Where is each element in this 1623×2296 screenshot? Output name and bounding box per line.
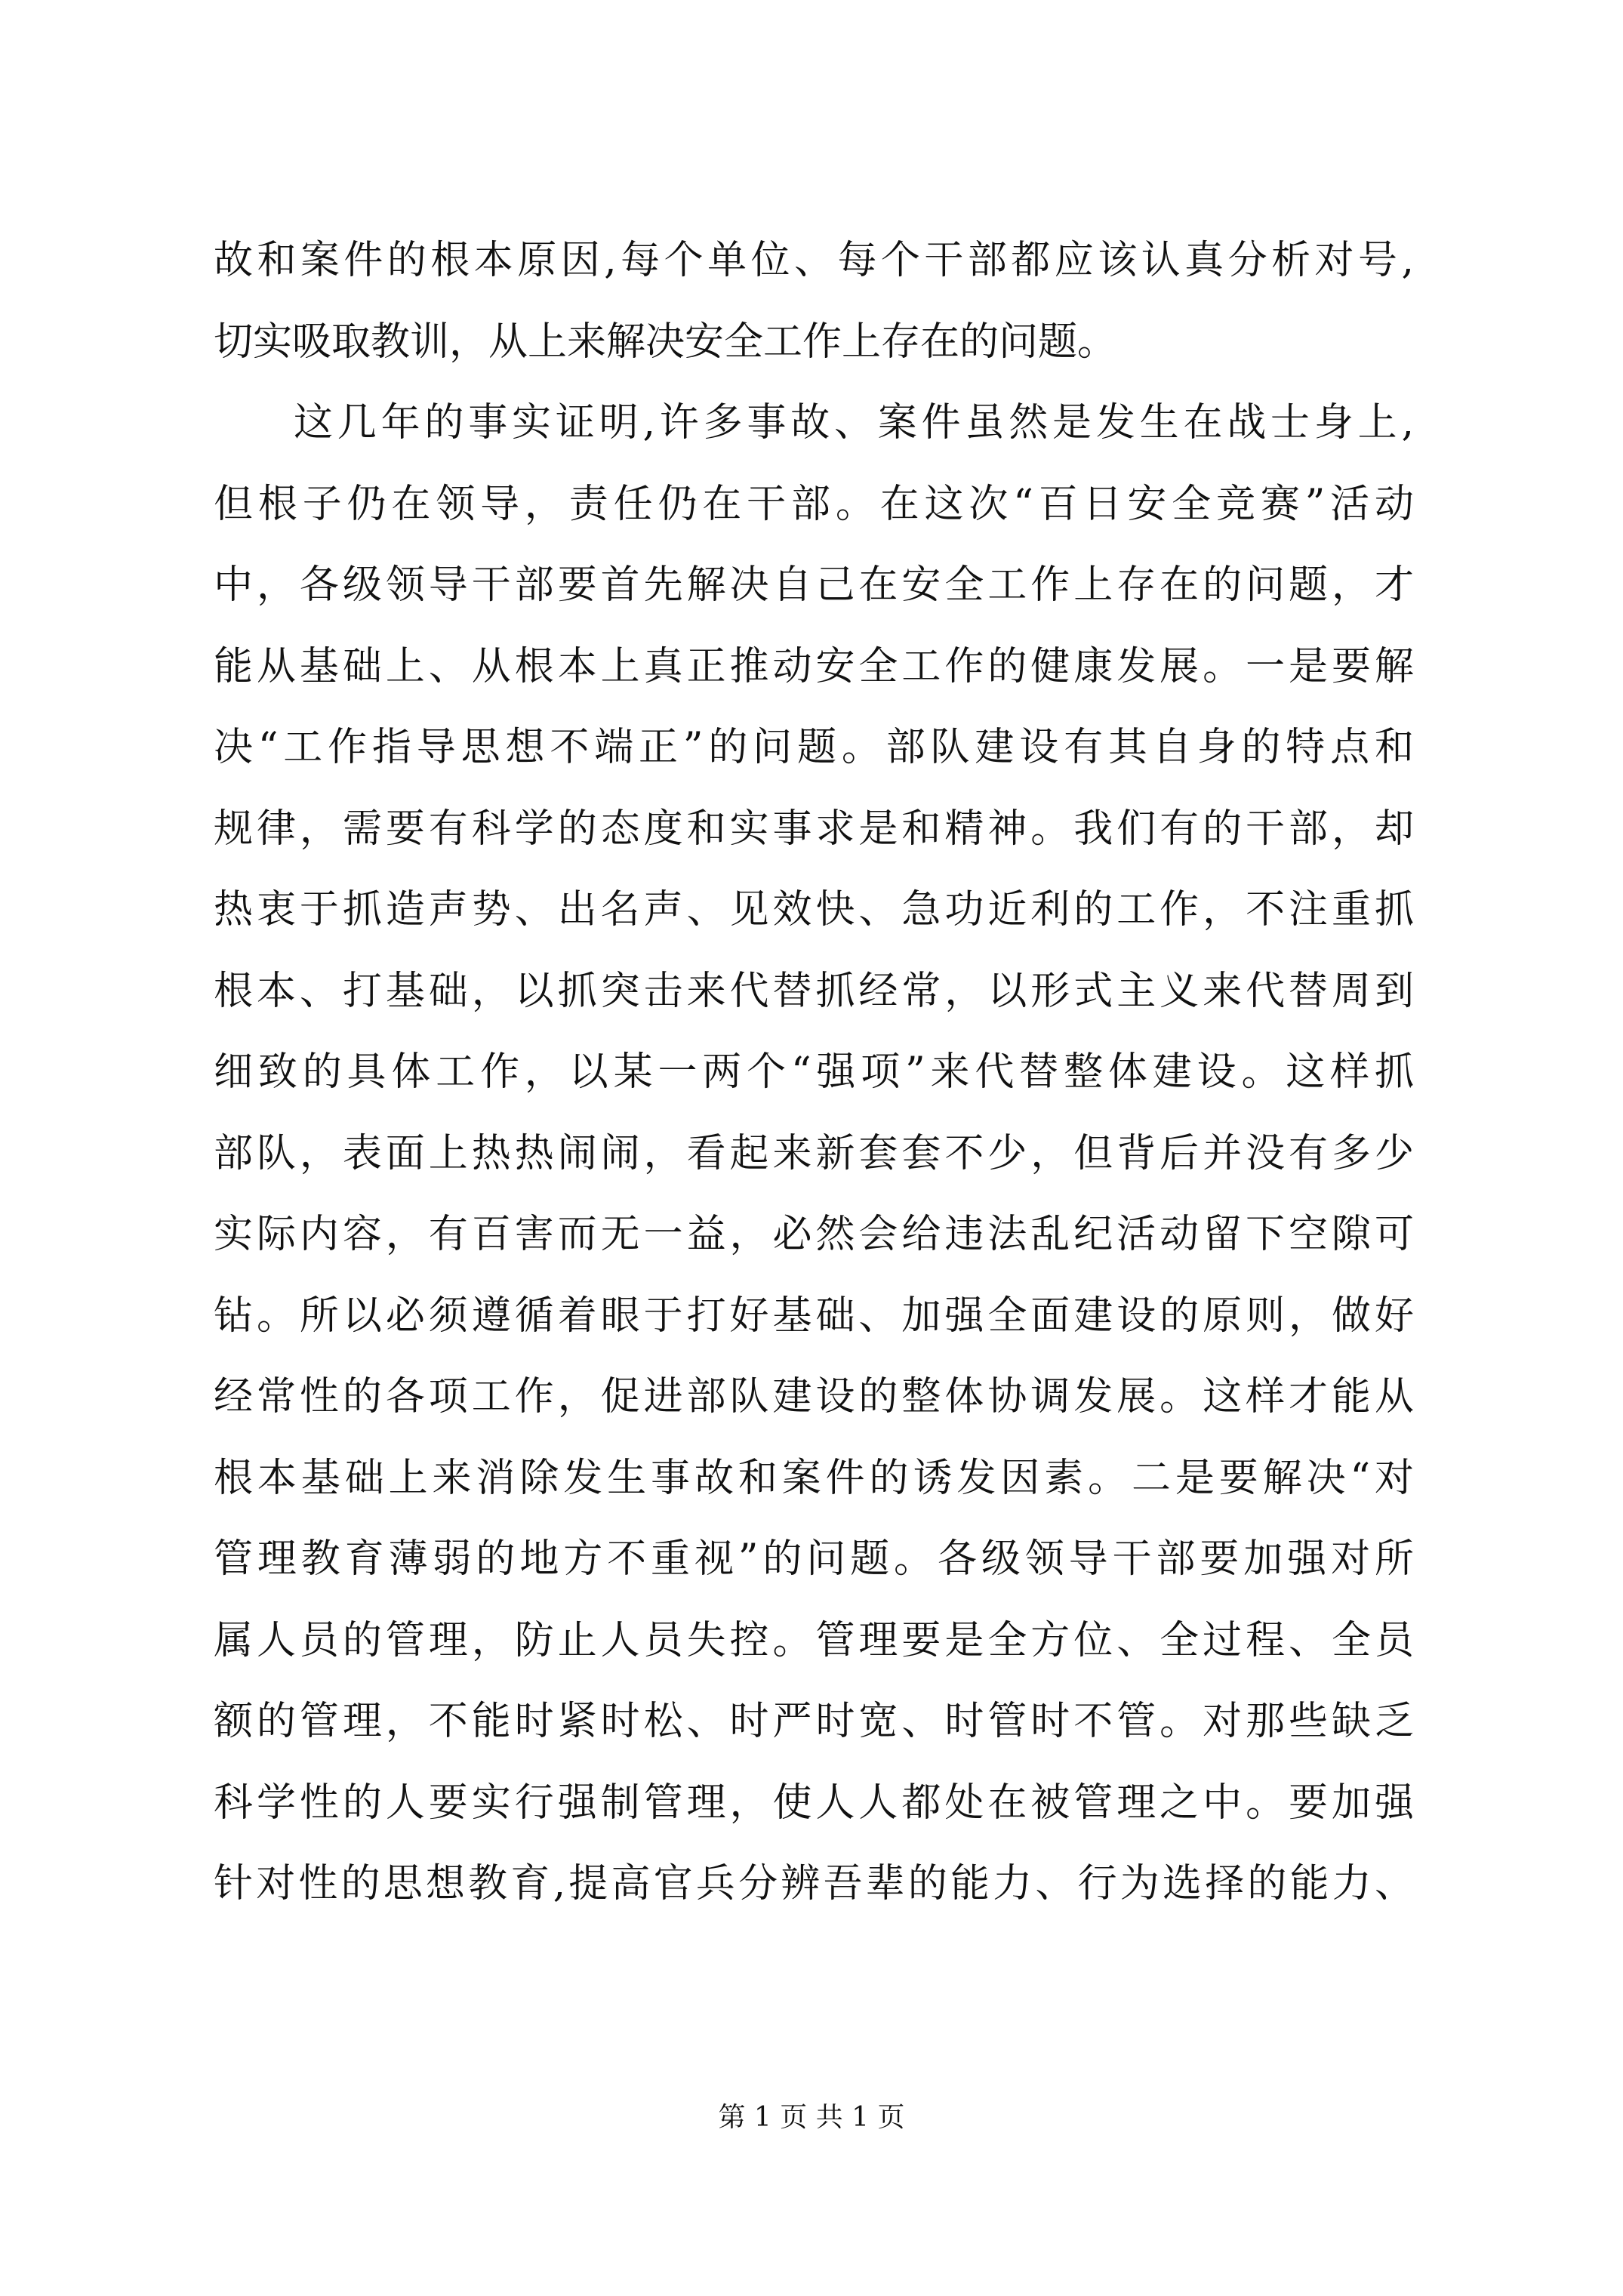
text-line: 切实吸取教训，从上来解决安全工作上存在的问题。 [214, 319, 1117, 365]
text-line: 属人员的管理，防止人员失控。管理要是全方位、全过程、全员 [214, 1617, 1414, 1663]
document-body [214, 220, 1414, 1925]
text-line: 钻。所以必须遵循着眼于打好基础、加强全面建设的原则，做好 [214, 1293, 1414, 1339]
text-line: 但根子仍在领导，责任仍在干部。在这次“百日安全竞赛”活动 [214, 481, 1414, 527]
text-line: 针对性的思想教育,提高官兵分辨吾辈的能力、行为选择的能力、 [214, 1861, 1414, 1906]
text-line: 中，各级领导干部要首先解决自己在安全工作上存在的问题，才 [214, 562, 1414, 608]
text-line: 额的管理，不能时紧时松、时严时宽、时管时不管。对那些缺乏 [214, 1699, 1414, 1744]
page-number-label: 第 1 页 共 1 页 [718, 2102, 905, 2133]
text-line: 能从基础上、从根本上真正推动安全工作的健康发展。一是要解 [214, 643, 1414, 689]
text-line: 根本、打基础，以抓突击来代替抓经常，以形式主义来代替周到 [214, 968, 1414, 1014]
text-line: 热衷于抓造声势、出名声、见效快、急功近利的工作，不注重抓 [214, 887, 1414, 932]
text-line: 细致的具体工作，以某一两个“强项”来代替整体建设。这样抓 [214, 1049, 1414, 1095]
text-line: 决“工作指导思想不端正”的问题。部队建设有其自身的特点和 [214, 725, 1414, 770]
text-line: 规律，需要有科学的态度和实事求是和精神。我们有的干部，却 [214, 806, 1414, 852]
text-line: 经常性的各项工作，促进部队建设的整体协调发展。这样才能从 [214, 1374, 1414, 1419]
text-line: 管理教育薄弱的地方不重视”的问题。各级领导干部要加强对所 [214, 1536, 1414, 1582]
paragraph-first-line: 这几年的事实证明,许多事故、案件虽然是发生在战士身上, [294, 400, 1414, 445]
text-line: 科学性的人要实行强制管理，使人人都处在被管理之中。要加强 [214, 1780, 1414, 1826]
text-line: 实际内容，有百害而无一益，必然会给违法乱纪活动留下空隙可 [214, 1212, 1414, 1257]
text-line: 故和案件的根本原因,每个单位、每个干部都应该认真分析对号, [214, 238, 1414, 283]
text-line: 部队，表面上热热闹闹，看起来新套套不少，但背后并没有多少 [214, 1130, 1414, 1176]
text-line: 根本基础上来消除发生事故和案件的诱发因素。二是要解决“对 [214, 1455, 1414, 1501]
page-footer [0, 2099, 1623, 2137]
